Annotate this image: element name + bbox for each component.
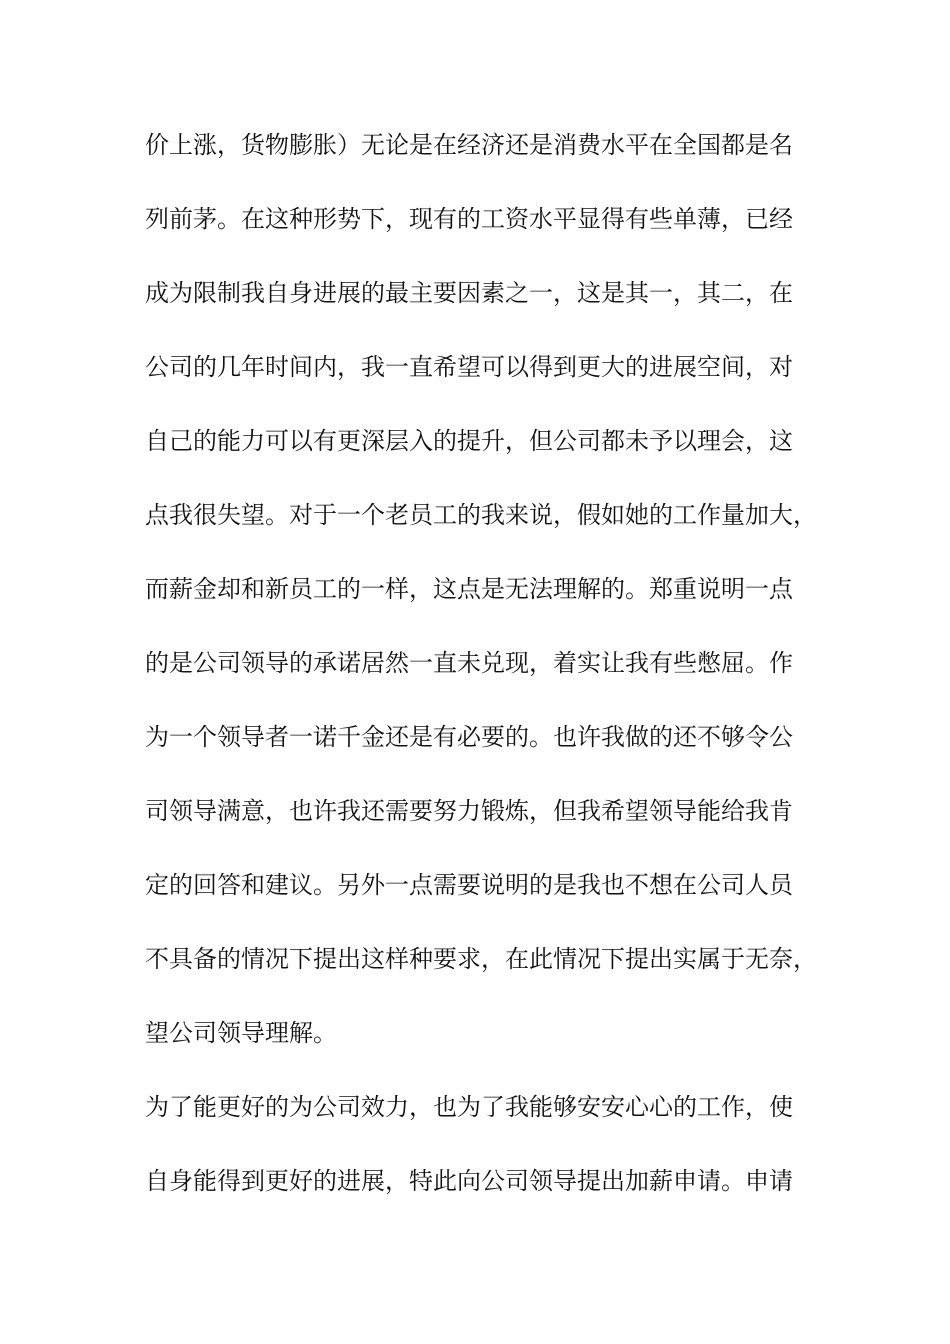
text-line: 列前茅。在这种形势下，现有的工资水平显得有些单薄，已经 — [145, 205, 793, 233]
text-line: 不具备的情况下提出这样种要求，在此情况下提出实属于无奈， — [145, 945, 817, 973]
text-line: 价上涨，货物膨胀）无论是在经济还是消费水平在全国都是名 — [145, 131, 793, 159]
text-line: 点我很失望。对于一个老员工的我来说，假如她的工作量加大， — [145, 501, 817, 529]
text-line: 自己的能力可以有更深层入的提升，但公司都未予以理会，这 — [145, 427, 793, 455]
text-line: 自身能得到更好的进展，特此向公司领导提出加薪申请。申请 — [145, 1167, 793, 1195]
text-line: 而薪金却和新员工的一样，这点是无法理解的。郑重说明一点 — [145, 575, 793, 603]
text-line: 定的回答和建议。另外一点需要说明的是我也不想在公司人员 — [145, 871, 793, 899]
text-line: 望公司领导理解。 — [145, 1019, 337, 1047]
body-text — [145, 133, 825, 1243]
text-line: 司领导满意，也许我还需要努力锻炼，但我希望领导能给我肯 — [145, 797, 793, 825]
text-line: 为一个领导者一诺千金还是有必要的。也许我做的还不够令公 — [145, 723, 793, 751]
text-line: 公司的几年时间内，我一直希望可以得到更大的进展空间，对 — [145, 353, 793, 381]
text-line: 的是公司领导的承诺居然一直未兑现，着实让我有些憋屈。作 — [145, 649, 793, 677]
text-line: 为了能更好的为公司效力，也为了我能够安安心心的工作，使 — [145, 1093, 793, 1121]
text-line: 成为限制我自身进展的最主要因素之一，这是其一，其二，在 — [145, 279, 793, 307]
